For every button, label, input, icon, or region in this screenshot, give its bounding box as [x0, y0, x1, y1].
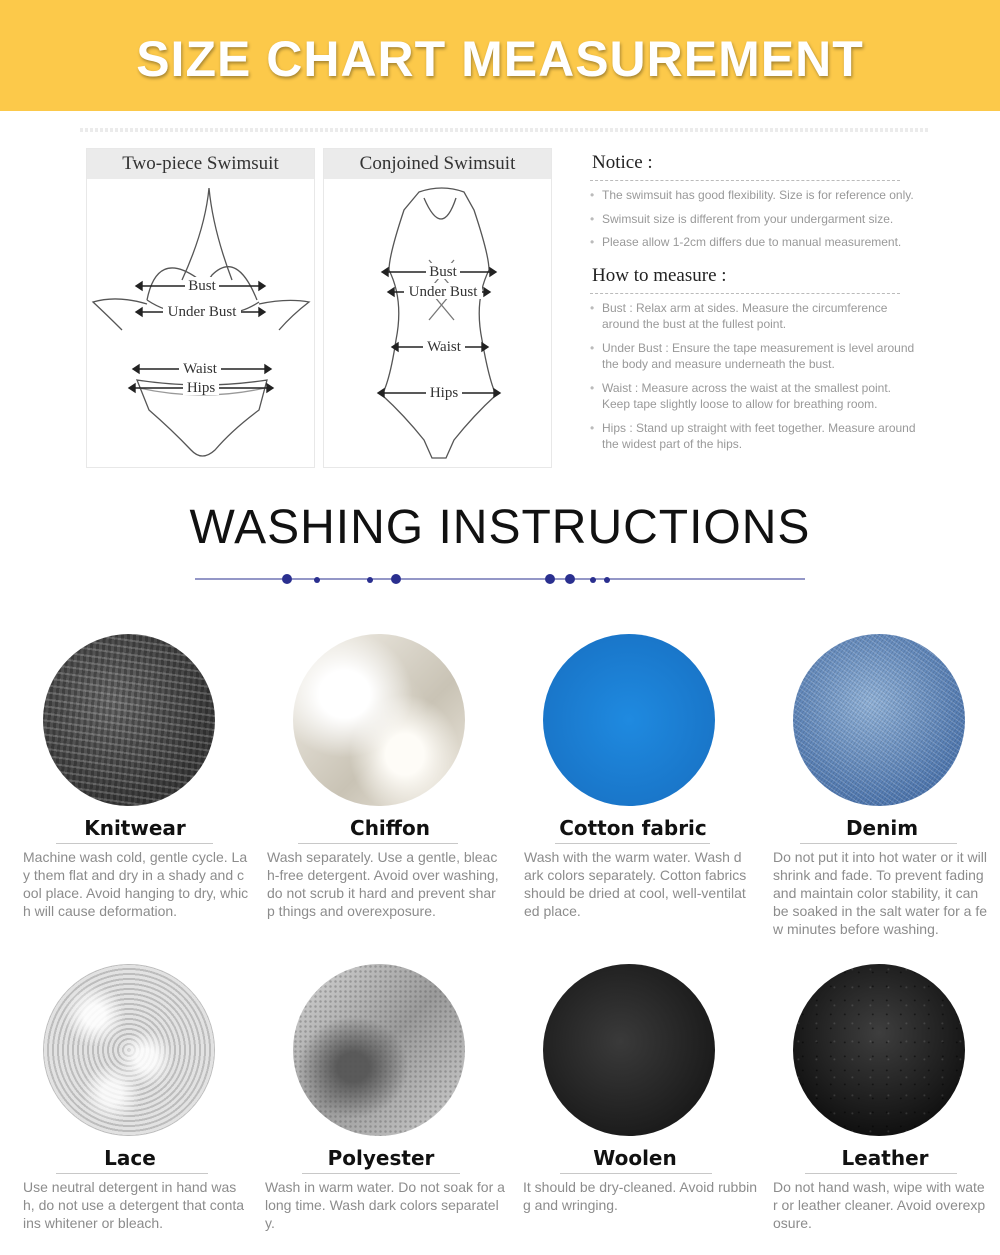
underline: [56, 1173, 208, 1174]
notice-section: [590, 152, 920, 460]
fabric-name: Cotton fabric: [559, 816, 707, 840]
polyester-swatch: [293, 964, 465, 1136]
fabric-desc: Wash separately. Use a gentle, bleach-free detergent. Avoid over washing, do not scrub it hard and prevent sharp things and overexposure.: [267, 849, 499, 919]
underline: [555, 843, 710, 844]
fabric-desc: It should be dry-cleaned. Avoid rubbing and wringing.: [523, 1179, 758, 1213]
fabric-desc: Wash in warm water. Do not soak for a long time. Wash dark colors separately.: [265, 1179, 505, 1231]
knitwear-swatch: [43, 634, 215, 806]
lace-swatch: [43, 964, 215, 1136]
hips-label: Hips: [186, 380, 216, 396]
underline: [560, 1173, 712, 1174]
cotton-swatch: [543, 634, 715, 806]
fabric-name: Lace: [104, 1146, 156, 1170]
bust-label: Bust: [188, 278, 216, 294]
notice-item: • Swimsuit size is different from your undergarment size.: [590, 211, 920, 228]
banner-title: SIZE CHART MEASUREMENT: [136, 31, 864, 87]
fabric-desc: Do not put it into hot water or it will shrink and fade. To prevent fading and maintain color stability, it can be soaked in the salt water for a few minutes before washing.: [773, 849, 988, 937]
chiffon-swatch: [293, 634, 465, 806]
hips-label: Hips: [429, 385, 459, 401]
under-bust-label: Under Bust: [167, 304, 237, 320]
notice-item: • The swimsuit has good flexibility. Size is for reference only.: [590, 187, 920, 204]
conjoined-diagram: [324, 180, 551, 467]
underline: [302, 1173, 460, 1174]
how-to-divider: [590, 293, 900, 294]
divider: [80, 128, 930, 132]
how-to-item: • Hips : Stand up straight with feet together. Measure around the widest part of the hips.: [590, 420, 920, 453]
fabric-desc: Machine wash cold, gentle cycle. Lay them flat and dry in a shady and cool place. Avoid hanging to dry, which will cause deformation.: [23, 849, 249, 919]
how-to-item: • Waist : Measure across the waist at the smallest point. Keep tape slightly loose to allow for breathing room.: [590, 380, 920, 413]
underline: [800, 843, 957, 844]
fabric-name: Knitwear: [84, 816, 186, 840]
two-piece-diagram: [87, 180, 314, 467]
underline: [805, 1173, 957, 1174]
conjoined-title: Conjoined Swimsuit: [324, 149, 551, 179]
how-to-item: • Under Bust : Ensure the tape measurement is level around the body and measure underneath the bust.: [590, 340, 920, 373]
fabric-name: Leather: [841, 1146, 929, 1170]
fabric-name: Denim: [845, 816, 919, 840]
underline: [56, 843, 213, 844]
under-bust-label: Under Bust: [408, 284, 478, 300]
underline: [298, 843, 458, 844]
woolen-swatch: [543, 964, 715, 1136]
denim-swatch: [793, 634, 965, 806]
how-to-title: How to measure :: [592, 264, 727, 286]
notice-divider: [590, 180, 900, 181]
fabric-name: Woolen: [593, 1146, 677, 1170]
notice-item: • Please allow 1-2cm differs due to manual measurement.: [590, 234, 920, 251]
conjoined-panel: [323, 148, 552, 468]
fabric-desc: Use neutral detergent in hand wash, do not use a detergent that contains whitener or bleach.: [23, 1179, 245, 1231]
waist-label: Waist: [427, 339, 461, 355]
fabric-name: Chiffon: [350, 816, 430, 840]
fabric-desc: Wash with the warm water. Wash dark colors separately. Cotton fabrics should be dried at cool, well-ventilated place.: [524, 849, 747, 919]
how-to-item: • Bust : Relax arm at sides. Measure the circumference around the bust at the fullest point.: [590, 300, 920, 333]
two-piece-panel: [86, 148, 315, 468]
bust-label: Bust: [429, 264, 457, 280]
notice-title: Notice :: [592, 152, 653, 173]
fabric-name: Polyester: [327, 1146, 435, 1170]
washing-title: WASHING INSTRUCTIONS: [189, 501, 811, 554]
leather-swatch: [793, 964, 965, 1136]
decorative-divider: [195, 570, 805, 590]
waist-label: Waist: [183, 361, 217, 377]
two-piece-title: Two-piece Swimsuit: [87, 149, 314, 179]
fabric-desc: Do not hand wash, wipe with water or leather cleaner. Avoid overexposure.: [773, 1179, 986, 1231]
title-banner: [0, 0, 1000, 111]
